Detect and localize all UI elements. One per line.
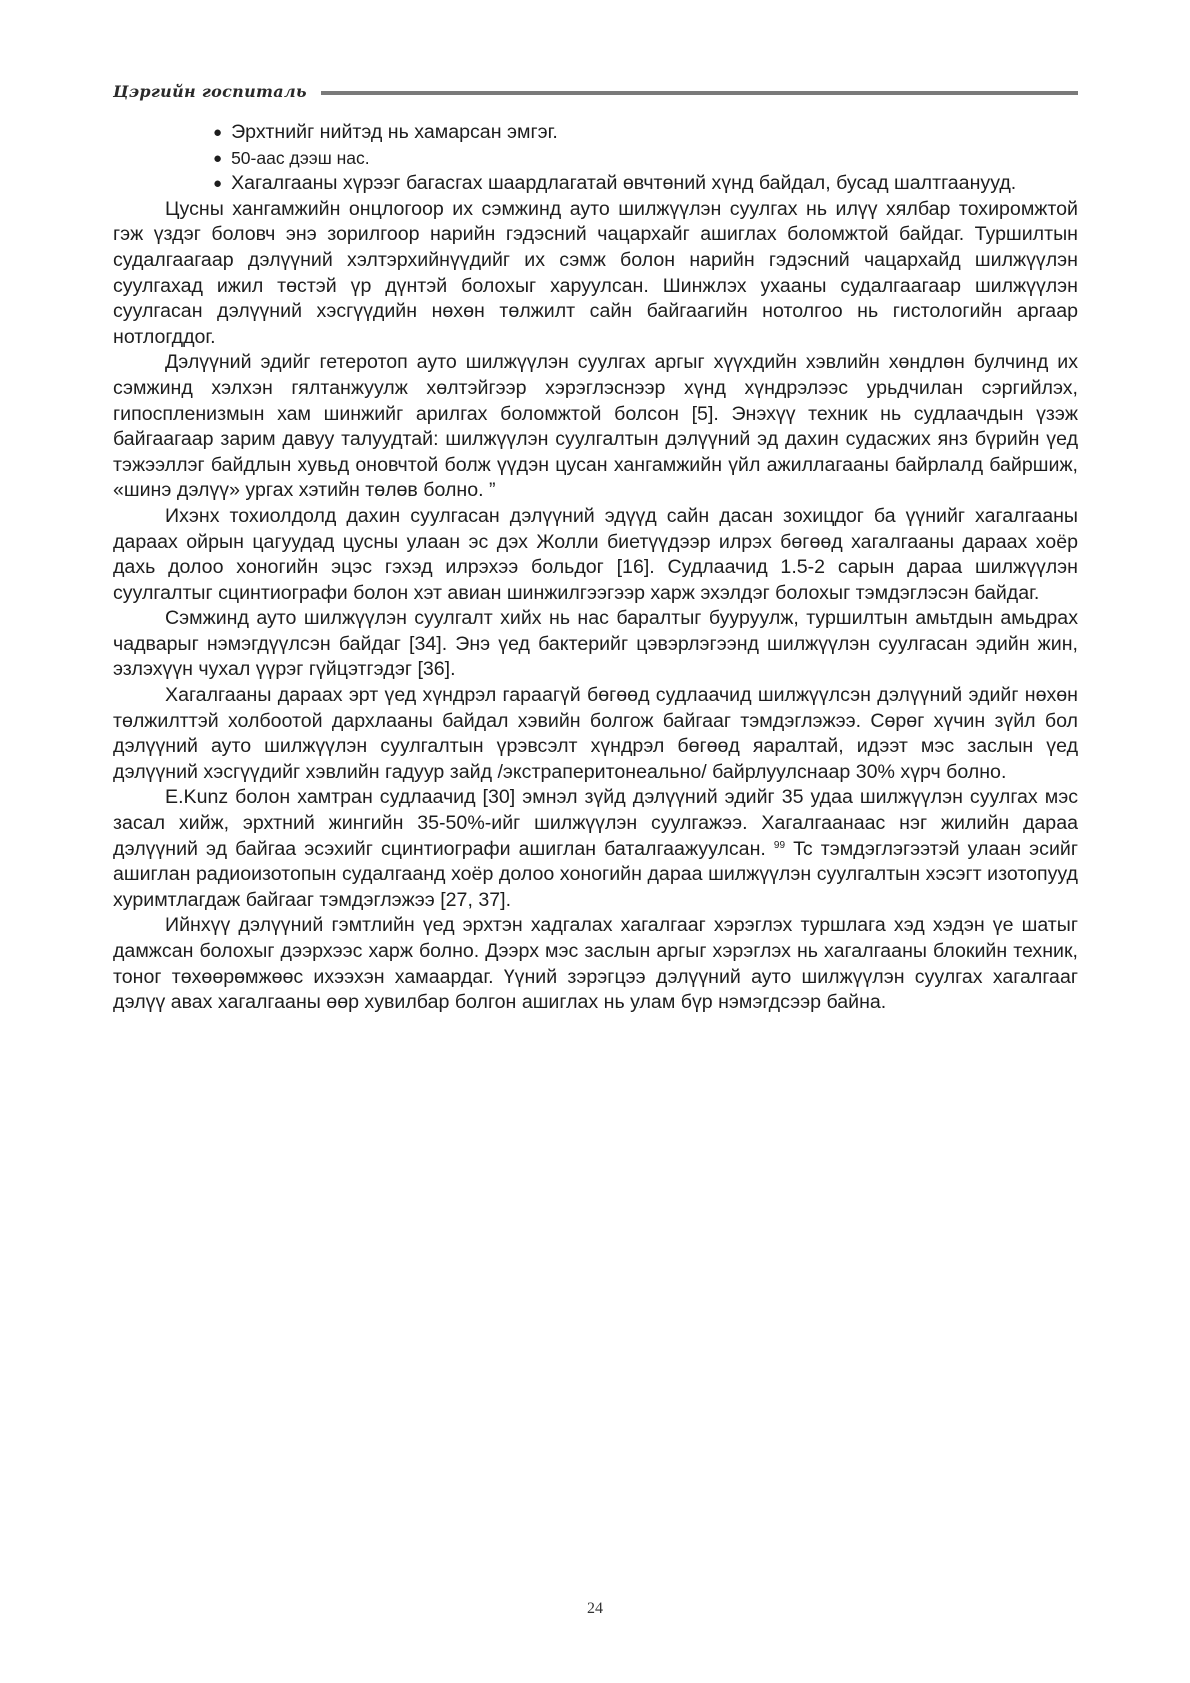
bullet-icon: ● [213, 149, 223, 167]
journal-title: Цэргийн госпиталь [113, 81, 307, 101]
paragraph: Ихэнх тохиолдолд дахин суулгасан дэлүүний эдүүд сайн дасан зохицдог ба үүнийг хагалгааны дараах ойрын цагуудад цусны улаан эс дэх Жолли биетүүдээр илрэх бөгөөд хагалгааны дараах хоёр дахь долоо хоногийн эцэс гэхэд илрэхээ больдог [16]. Судлаачид 1.5-2 сарын дараа шилжүүлэн суулгалтыг сцинтиографи болон хэт авиан шинжилгээгээр харж эхэлдэг болохыг тэмдэглэсэн байдаг. [113, 504, 1078, 604]
bullet-item: ● Эрхтнийг нийтэд нь хамарсан эмгэг. [113, 120, 1078, 146]
header-rule [321, 91, 1078, 95]
bullet-icon: ● [213, 124, 223, 141]
paragraph: Дэлүүний эдийг гетеротоп ауто шилжүүлэн суулгах аргыг хүүхдийн хэвлийн хөндлөн булчинд их сэмжинд хэлхэн гялтанжуулж хөлтэйгээр хэрэглэснээр хүнд хүндрэлээс урьдчилан сэргийлэх, гипоспленизмын хам шинжийг арилгах боломжтой болсон [5]. Энэхүү техник нь судлаачдын үзэж байгаагаар зарим давуу талуудтай: шилжүүлэн суулгалтын дэлүүний эд дахин судасжих янз бүрийн үед тэжээллэг байдлын хувьд оновчтой болж үүдэн цусан хангамжийн үйл ажиллагааны байрлалд байршиж, «шинэ дэлүү» ургах хэтийн төлөв болно. ” [113, 351, 1078, 502]
bullet-item: ● 50-аас дээш нас. [113, 146, 1078, 172]
paragraph: Цусны хангамжийн онцлогоор их сэмжинд ауто шилжүүлэн суулгах нь илүү хялбар тохиромжтой гэж үздэг боловч энэ зорилгоор нарийн гэдэсний чацархайг ашиглах боломжтой байдаг. Туршилтын судалгаагаар дэлүүний хэлтэрхийнүүдийг их сэмж болон нарийн гэдэсний чацархайд шилжүүлэн суулгахад ижил төстэй үр дүнтэй болохыг харуулсан. Шинжлэх ухааны судалгаагаар шилжүүлэн суулгасан дэлүүний хэсгүүдийн нөхөн төлжилт сайн байгаагийн нотолгоо нь гистологийн аргаар нотлогддог. [113, 197, 1078, 348]
superscript-isotope: 99 [773, 839, 786, 851]
running-header [113, 76, 1078, 106]
bullet-item: ● Хагалгааны хүрээг багасгах шаардлагатай өвчтөний хүнд байдал, бусад шалтгаанууд. [113, 171, 1078, 197]
page-number: 24 [587, 1600, 603, 1617]
article-body [113, 120, 1078, 1016]
paragraph: Хагалгааны дараах эрт үед хүндрэл гараагүй бөгөөд судлаачид шилжүүлсэн дэлүүний эдийг нөхөн төлжилттэй холбоотой дархлааны байдал хэвийн болгож байгааг тэмдэглэжээ. Сөрөг хүчин зүйл бол дэлүүний ауто шилжүүлэн суулгалтын үрэвсэлт хүндрэл бөгөөд яаралтай, идээт мэс заслын үед дэлүүний хэсгүүдийг хэвлийн гадуур зайд /экстраперитонеально/ байрлуулснаар 30% хүрч болно. [113, 684, 1078, 783]
paragraph-conclusion: Ийнхүү дэлүүний гэмтлийн үед эрхтэн хадгалах хагалгааг хэрэглэх туршлага хэд хэдэн үе шатыг дамжсан болохыг дээрхээс харж болно. Дээрх мэс заслын аргыг хэрэглэх нь хагалгааны блокийн техник, тоног төхөөрөмжөөс ихээхэн хамаардаг. Үүний зэрэгцээ дэлүүний ауто шилжүүлэн суулгах хагалгааг дэлүү авах хагалгааны өөр хувилбар болгон ашиглах нь улам бүр нэмэгдсээр байна. [113, 914, 1078, 1014]
paragraph-kunz: E.Kunz болон хамтран судлаачид [30] эмнэл зүйд дэлүүний эдийг 35 удаа шилжүүлэн суулгах мэс засал хийж, эрхтний жингийн 35-50%-ийг шилжүүлэн суулгажээ. Хагалгаанаас нэг жилийн дараа дэлүүний эд байгаа эсэхийг сцинтиографи ашиглан баталгаажуулсан. $^{99}$ Tc тэмдэглэгээтэй улаан эсийг ашиглан радиоизотопын судалгаанд хоёр долоо хоногийн дараа шилжүүлэн суулгалтын хэсэгт изотопууд хуримтлагдаж байгааг тэмдэглэжээ [27, 37]. [113, 786, 1078, 911]
bullet-icon: ● [213, 175, 223, 193]
paragraph: Сэмжинд ауто шилжүүлэн суулгалт хийх нь нас баралтыг бууруулж, туршилтын амьтдын амьдрах чадварыг нэмэгдүүлсэн байдаг [34]. Энэ үед бактерийг цэвэрлэгээнд шилжүүлэн суулгасан эдийн жин, эзлэхүүн чухал үүрэг гүйцэтгэдэг [36]. [113, 607, 1078, 681]
